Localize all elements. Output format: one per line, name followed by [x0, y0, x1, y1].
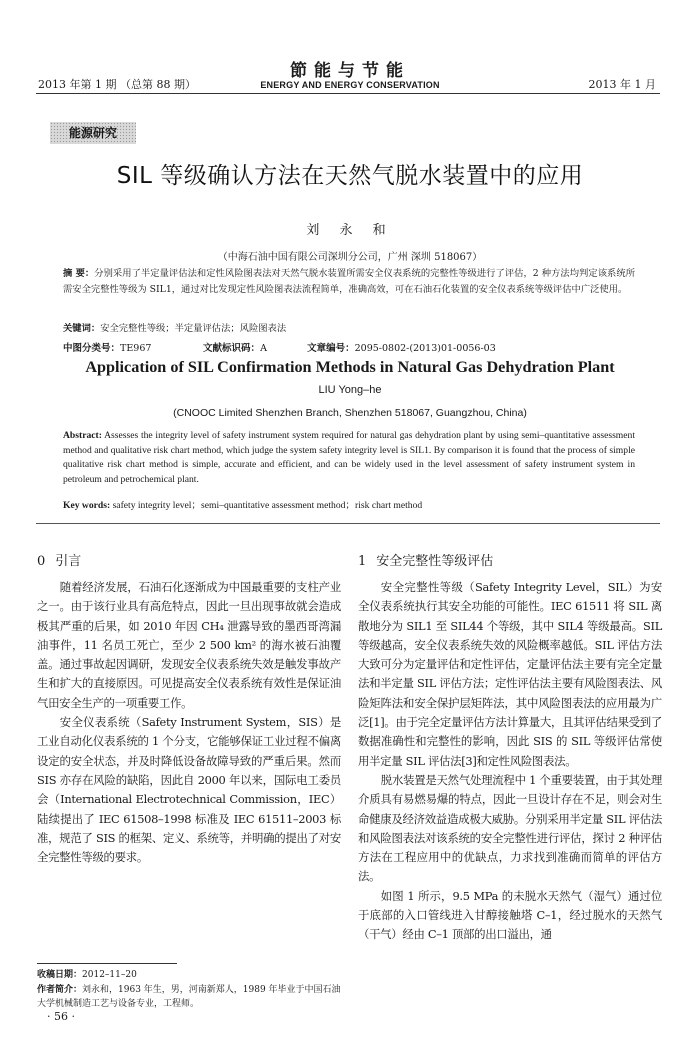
section-tag: 能源研究 — [50, 122, 136, 144]
keywords-en-text: safety integrity level；semi–quantitative assessment method；risk chart method — [112, 500, 423, 511]
header-rule — [36, 93, 660, 94]
journal-name-cn: 節能与节能 — [290, 61, 410, 81]
abstract-cn-label: 摘 要： — [63, 268, 95, 279]
issue-date: 2013 年 1 月 — [588, 78, 656, 91]
doc-code-value: A — [260, 343, 267, 354]
footnote-rule — [37, 963, 177, 964]
classification-line — [63, 340, 635, 354]
section-title: 安全完整性等级评估 — [376, 554, 494, 569]
section-number: 1 — [358, 554, 367, 569]
article-no-label: 文章编号： — [307, 343, 355, 354]
keywords-en — [63, 497, 635, 511]
received-date — [37, 968, 341, 982]
clc-label: 中图分类号： — [63, 343, 121, 354]
abstract-en-label: Abstract: — [63, 430, 102, 441]
abstract-en — [63, 429, 635, 487]
abstract-separator — [36, 523, 660, 524]
keywords-cn-text: 安全完整性等级；半定量评估法；风险图表法 — [100, 323, 287, 334]
section-heading-sil — [358, 550, 662, 568]
author-bio-label: 作者简介： — [37, 985, 83, 995]
clc-value: TE967 — [120, 343, 152, 354]
keywords-cn — [63, 320, 635, 334]
journal-name-en: ENERGY AND ENERGY CONSERVATION — [260, 80, 440, 90]
keywords-cn-label: 关键词： — [63, 323, 101, 334]
keywords-en-label: Key words: — [63, 500, 111, 511]
title-cn: SIL 等级确认方法在天然气脱水装置中的应用 — [116, 163, 584, 189]
issue-info: 2013 年第 1 期 （总第 88 期） — [38, 78, 196, 91]
paragraph: 如图 1 所示，9.5 MPa 的未脱水天然气（湿气）通过位于底部的入口管线进入甘醇接触塔 C–1，经过脱水的天然气（干气）经由 C–1 顶部的出口溢出，通 — [358, 888, 662, 942]
paragraph: 脱水装置是天然气处理流程中 1 个重要装置，由于其处理介质具有易燃易爆的特点，因此一旦设计存在不足，则会对生命健康及经济效益造成极大威胁。分别采用半定量 SIL 评估法和风险图表法对该系统的安全完整性进行评估，探讨 2 种评估方法在工程应用中的优缺点，力求找到准确而简单的评估方法。 — [358, 772, 662, 884]
abstract-cn — [63, 266, 635, 297]
abstract-cn-text: 分别采用了半定量评估法和定性风险图表法对天然气脱水装置所需安全仪表系统的完整性等级进行了评估，2 种方法均判定该系统所需安全完整性等级为 SIL1，通过对比发现定性风险图表法流程简单，准确高效，可在石油石化装置的安全仪表系统等级评估中广泛使用。 — [63, 268, 635, 295]
author-en: LIU Yong–he — [318, 384, 382, 396]
left-column — [37, 550, 341, 867]
abstract-en-text: Assesses the integrity level of safety instrument system required for natural gas dehydration plant by using semi–quantitative assessment method and qualitative risk chart method, which judge the system safety integrity level is SIL1. By comparison it is found that the process of simple qualitative risk chart method is simple, accurate and efficient, and can be widely used in the level assessment of safety instrument system in petroleum and petrochemical plant. — [63, 430, 635, 485]
affiliation-en: (CNOOC Limited Shenzhen Branch, Shenzhen 518067, Guangzhou, China) — [173, 407, 527, 419]
paragraph: 随着经济发展，石油石化逐渐成为中国最重要的支柱产业之一。由于该行业具有高危特点，因此一旦出现事故就会造成极其严重的后果，如 2010 年因 CH₄ 泄露导致的墨西哥湾漏油事件，11 名员工死亡，至少 2 500 km² 的海水被石油覆盖。通过事故起因调研，发现安全仪表系统失效是触发事故产生和扩大的直接原因。可见提高安全仪表系统有效性是保证油气田安全生产的一项重要工作。 — [37, 580, 341, 710]
received-label: 收稿日期： — [37, 970, 83, 980]
section-title: 引言 — [55, 554, 82, 569]
paragraph: 安全完整性等级（Safety Integrity Level，SIL）为安全仪表系统执行其安全功能的可能性。IEC 61511 将 SIL 离散地分为 SIL1 至 SIL44 个等级，其中 SIL4 等级最高。SIL 等级越高，安全仪表系统失效的风险概率越低。SIL 评估方法大致可分为定量评估和定性评估，定量评估法主要有完全定量法和半定量 SIL 评估方法；定性评估法主要有风险图表法、风险矩阵法和安全保护层矩阵法，其中风险图表法的应用最为广泛[1]。由于完全定量评估方法计算量大，且其评估结果受到了数据准确性和完整性的影响，因此 SIS 的 SIL 等级评估常使用半定量 SIL 评估法[3]和定性风险图表法。 — [358, 580, 662, 768]
journal-masthead — [230, 62, 470, 90]
affiliation-cn: （中海石油中国有限公司深圳分公司，广州 深圳 518067） — [217, 252, 483, 263]
right-column — [358, 550, 662, 945]
received-value: 2012–11–20 — [82, 970, 137, 980]
author-bio — [37, 983, 341, 1011]
author-cn: 刘 永 和 — [306, 223, 394, 238]
doc-code-label: 文献标识码： — [203, 343, 261, 354]
article-no-value: 2095-0802-(2013)01-0056-03 — [354, 343, 496, 354]
section-number: 0 — [37, 554, 46, 569]
author-bio-text: 刘永和，1963 年生，男，河南新郑人，1989 年毕业于中国石油大学机械制造工艺与设备专业，工程师。 — [37, 985, 341, 1009]
paragraph: 安全仪表系统（Safety Instrument System，SIS）是工业自动化仪表系统的 1 个分支，它能够保证工业过程不偏离设定的安全状态，并及时降低设备故障导致的严重后果。然而 SIS 亦存在风险的缺陷，因此自 2000 年以来，国际电工委员会（International Electrotechnical Commission，IEC）陆续提出了 IEC 61508–1998 标准及 IEC 61511–2003 标准，规范了 SIS 的框架、定义、系统等，并明确的提出了对安全完整性等级的要求。 — [37, 715, 341, 865]
section-heading-intro — [37, 550, 341, 568]
page-number: · 56 · — [47, 1010, 75, 1023]
title-en: Application of SIL Confirmation Methods in Natural Gas Dehydration Plant — [85, 358, 615, 376]
